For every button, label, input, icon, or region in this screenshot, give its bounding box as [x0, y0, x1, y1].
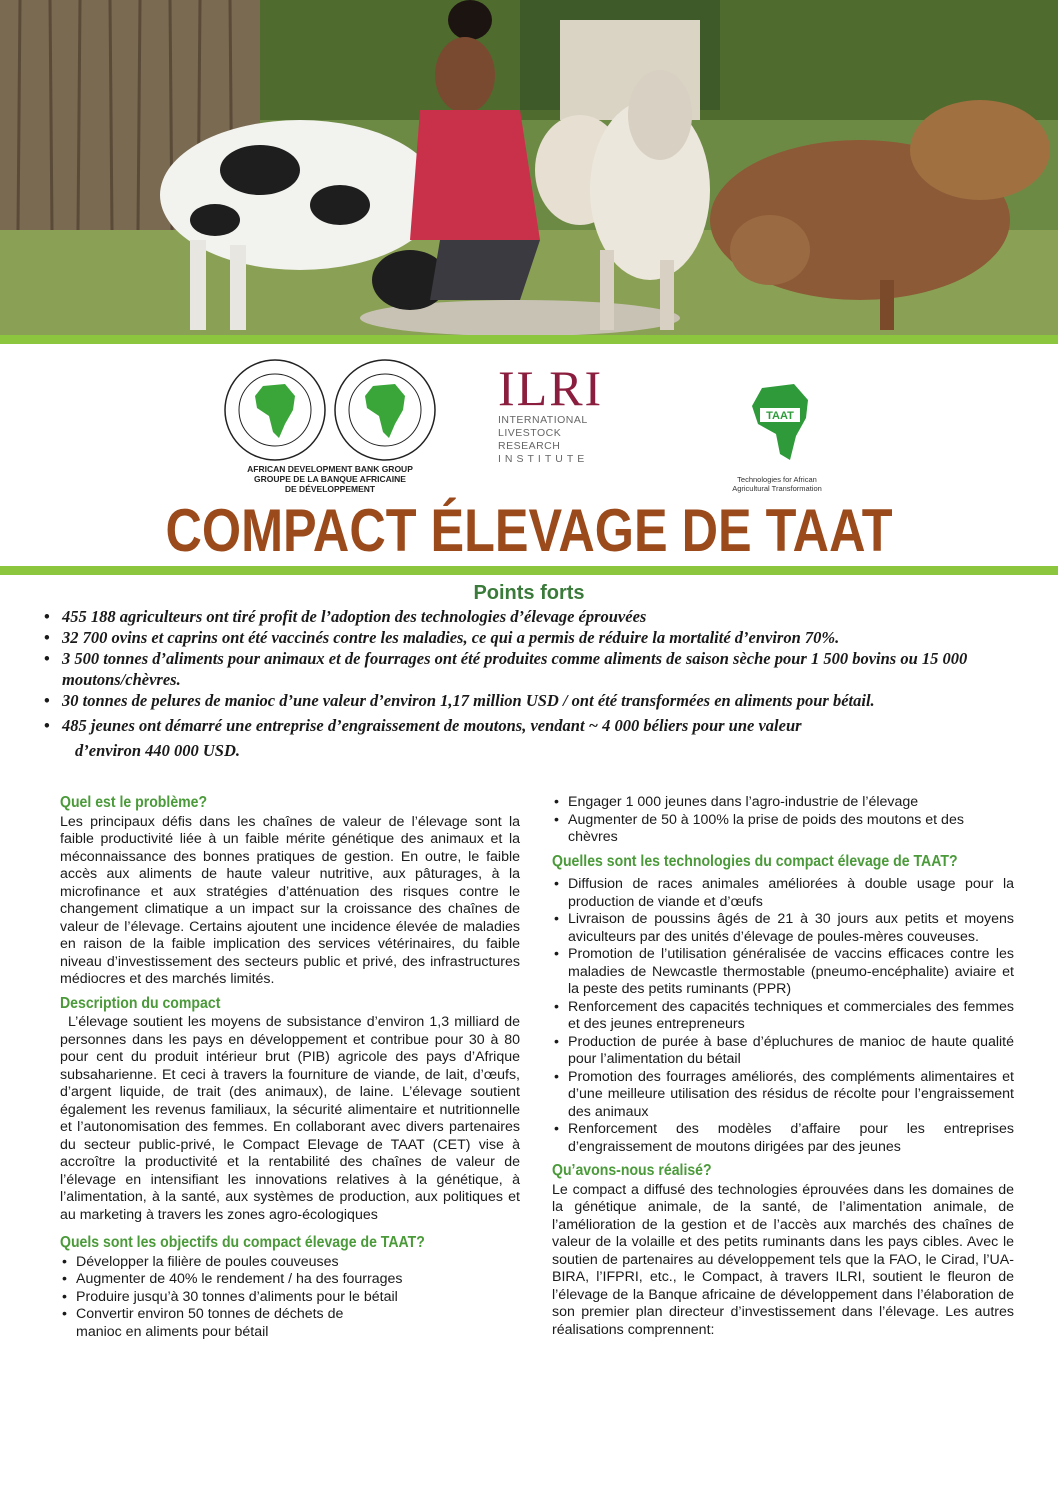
- highlights-heading: Points forts: [473, 582, 585, 604]
- taat-caption-line: Agricultural Transformation: [732, 484, 822, 493]
- problem-text: Les principaux défis dans les chaînes de valeur de l’élevage sont la faible productivité liée à un faible mérite génétique des animaux et la méconnaissance des bonnes pratiques de gestion. En outre, le faible accès aux aliments de haute valeur nutritive, aux pâturages, à la microfinance et aux stratégies d’atténuation des risques contre le changement climatique a un impact sur la croissance des chaînes de valeur de l’élevage. Certains ajoutent une incidence élevée de maladies en raison de la faible implication des services vétérinaires, du faible niveau d’investissement des secteurs public et privé, des infrastructures médiocres et des marchés limités.: [60, 813, 520, 987]
- taat-caption-line: Technologies for African: [737, 475, 817, 484]
- afdb-caption-line: AFRICAN DEVELOPMENT BANK GROUP: [247, 464, 413, 474]
- problem-heading: Quel est le problème?: [60, 794, 208, 811]
- technology-item: • Renforcement des capacités techniques et commerciales des femmes et des jeunes entrepreneurs: [552, 999, 1014, 1034]
- technology-item: • Livraison de poussins âgés de 21 à 30 jours aux petits et moyens aviculteurs par des unités d’élevage de poules-mères couveuses.: [552, 911, 1014, 946]
- taat-caption: [722, 475, 832, 493]
- objective-item: • Augmenter de 50 à 100% la prise de poids des moutons et des chèvres: [552, 812, 994, 847]
- highlight-continuation: d’environ 440 000 USD.: [75, 741, 241, 760]
- afdb-caption-line: DE DÉVELOPPEMENT: [284, 484, 376, 494]
- description-text: L’élevage soutient les moyens de subsistance d’environ 1,3 milliard de personnes dans les pays en développement et contribue pour 30 à 80 pour cent du produit intérieur brut (PIB) agricole des pays d’Afrique subsaharienne. Et ceci à travers la fourniture de viande, de lait, d’œufs, d’argent liquide, de trait (des animaux), de laine. L’élevage soutient également les revenus familiaux, la sécurité alimentaire et nutritionnelle et l’autonomisation des femmes. En collaborant avec divers partenaires du secteur public-privé, le Compact Elevage de TAAT (CET) vise à accroître la productivité et la rentabilité des chaînes de valeur de l’élevage en intensifiant les innovations relatives à la génétique, à l’alimentation, à la santé, aux systèmes de production, aux politiques et au marketing à travers les zones agro-écologiques: [60, 1014, 520, 1223]
- objective-item: • Convertir environ 50 tonnes de déchets de manioc en aliments pour bétail: [60, 1306, 520, 1341]
- livestock-photo-illustration: [0, 0, 1058, 335]
- technology-item: • Promotion des fourrages améliorés, des compléments alimentaires et d’une meilleure utilisation des résidus de récolte pour l’engraissement des animaux: [552, 1069, 1014, 1122]
- objectives-list-continued: [552, 794, 1014, 847]
- partner-logos: [0, 350, 1058, 500]
- achievements-heading: Qu’avons-nous réalisé?: [552, 1162, 712, 1179]
- objective-item: • Produire jusqu’à 30 tonnes d’aliments pour le bétail: [60, 1289, 520, 1307]
- header-photo: [0, 0, 1058, 335]
- afdb-caption: [218, 464, 442, 494]
- afdb-caption-line: GROUPE DE LA BANQUE AFRICAINE: [254, 474, 406, 484]
- objective-item: • Augmenter de 40% le rendement / ha des fourrages: [60, 1271, 520, 1289]
- taat-africa-icon: [742, 374, 822, 470]
- objectives-heading: Quels sont les objectifs du compact élevage de TAAT?: [60, 1234, 425, 1251]
- achievements-text: Le compact a diffusé des technologies éprouvées dans les domaines de la génétique animale, de la santé, de l’alimentation animale, de l’amélioration de la gestion et de l’accès aux marchés des chaînes de valeur de la volaille et des petits ruminants dans les pays cibles. Avec le soutien de partenaires au développement tels que la FAO, le Cirad, l’UA-BIRA, l’IFPRI, etc., le Compact, à travers ILRI, soutient le fleuron de l’élevage de la Banque africaine de développement dans l’élaboration de son premier plan directeur d’investissement dans l’élevage. Les autres réalisations comprennent:: [552, 1181, 1014, 1338]
- taat-wordmark: TAAT: [766, 410, 794, 422]
- page-title: COMPACT ÉLEVAGE DE TAAT: [165, 497, 893, 564]
- afdb-logo: [218, 358, 442, 498]
- highlight-item: • 30 tonnes de pelures de manioc d’une valeur d’environ 1,17 million USD / ont été transformées en aliments pour bétail.: [40, 690, 1030, 711]
- highlight-item: • 455 188 agriculteurs ont tiré profit de l’adoption des technologies d’élevage éprouvées: [40, 606, 1030, 627]
- technologies-heading: Quelles sont les technologies du compact élevage de TAAT?: [552, 852, 958, 870]
- ilri-subtitle-line: INTERNATIONAL: [498, 414, 588, 426]
- left-column: [60, 794, 520, 1341]
- green-divider-top: [0, 335, 1058, 344]
- technology-item: • Diffusion de races animales améliorées à double usage pour la production de viande et d’œufs: [552, 876, 1014, 911]
- ilri-subtitle: [498, 414, 624, 466]
- technology-item: • Promotion de l’utilisation généralisée de vaccins efficaces contre les maladies de Newcastle thermostable (pneumo-encéphalite) aviaire et la peste des petits ruminants (PPR): [552, 946, 1014, 999]
- objectives-list: [60, 1254, 520, 1342]
- right-column: [552, 794, 1014, 1339]
- ilri-subtitle-line: LIVESTOCK RESEARCH: [498, 427, 562, 452]
- highlight-item: • 3 500 tonnes d’aliments pour animaux et de fourrages ont été produites comme aliments de saison sèche pour 1 500 bovins ou 15 000 moutons/chèvres.: [40, 648, 1030, 690]
- afdb-seal-right-icon: [333, 358, 437, 462]
- ilri-wordmark: ILRI: [498, 360, 604, 416]
- green-divider-mid: [0, 566, 1058, 575]
- objective-item: • Engager 1 000 jeunes dans l’agro-industrie de l’élevage: [552, 794, 994, 812]
- objective-item: • Développer la filière de poules couveuses: [60, 1254, 520, 1272]
- ilri-subtitle-line: INSTITUTE: [498, 453, 589, 465]
- taat-logo: [722, 374, 832, 493]
- highlight-item: • 32 700 ovins et caprins ont été vaccinés contre les maladies, ce qui a permis de réduire la mortalité d’environ 70%.: [40, 627, 1030, 648]
- technology-item: • Production de purée à base d’épluchures de manioc de haute qualité pour l’alimentation du bétail: [552, 1034, 1014, 1069]
- highlights-list: [40, 606, 1030, 761]
- technology-item: • Renforcement des modèles d’affaire pour les entreprises d’engraissement de moutons dirigées par des jeunes: [552, 1121, 1014, 1156]
- highlight-item: • 485 jeunes ont démarré une entreprise d’engraissement de moutons, vendant ~ 4 000 béliers pour une valeur: [40, 715, 1030, 736]
- ilri-logo: [498, 362, 624, 466]
- description-heading: Description du compact: [60, 994, 221, 1012]
- technologies-list: [552, 876, 1014, 1156]
- afdb-seal-left-icon: [223, 358, 327, 462]
